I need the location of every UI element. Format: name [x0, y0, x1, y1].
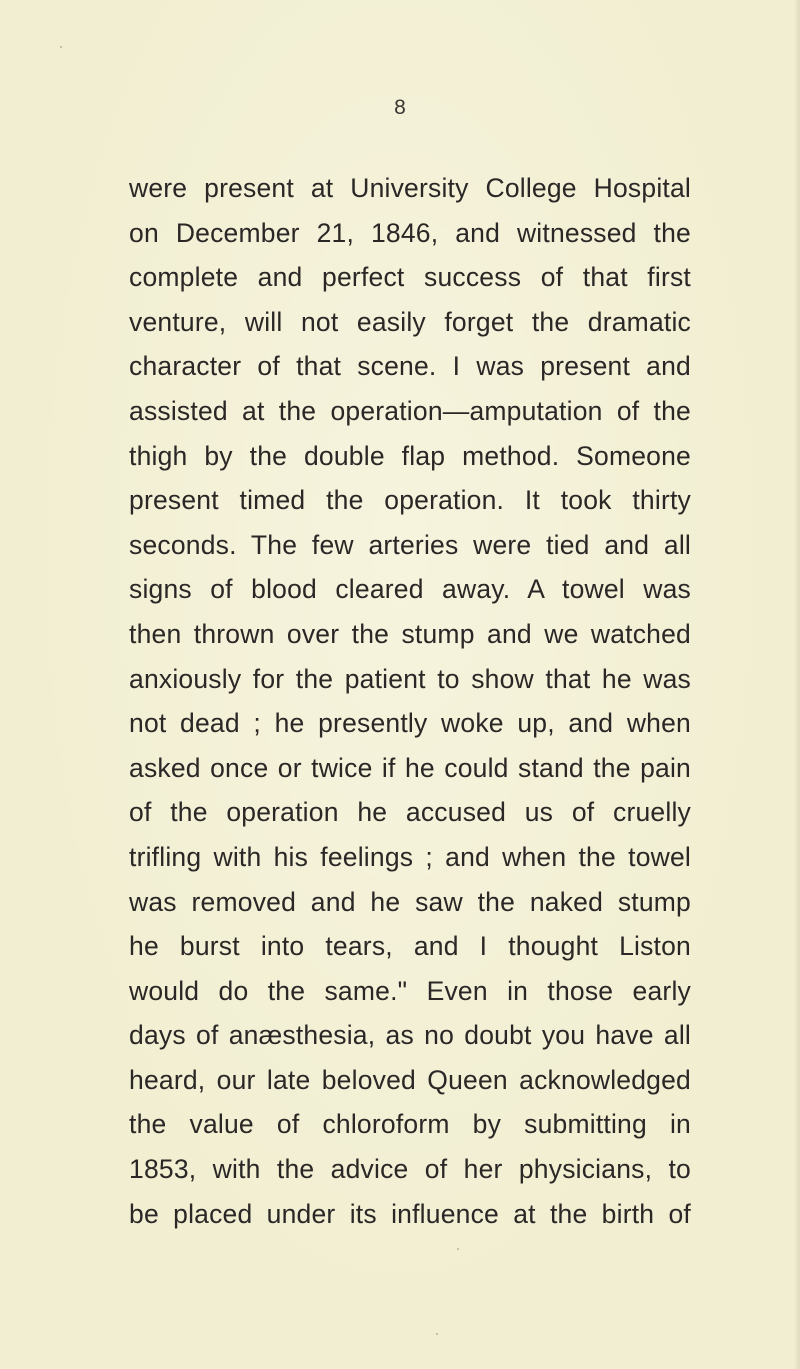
- text-line: venture, will not easily forget the dramatic: [129, 306, 691, 337]
- text-line: were present at University College Hospital: [129, 173, 691, 203]
- text-line: signs of blood cleared away. A towel was: [129, 574, 691, 605]
- text-line: thigh by the double flap method. Someone: [129, 440, 691, 471]
- text-line: character of that scene. I was present and: [129, 351, 691, 382]
- text-line: was removed and he saw the naked stump: [129, 886, 691, 917]
- text-line: of the operation he accused us of cruelly: [129, 797, 691, 828]
- text-line: present timed the operation. It took thirty: [129, 485, 691, 516]
- text-line: days of anæsthesia, as no doubt you have all: [129, 1020, 691, 1051]
- paper-speck: [436, 1333, 438, 1335]
- text-line: asked once or twice if he could stand the pain: [129, 752, 691, 783]
- page-edge-shadow: [794, 0, 800, 1369]
- paper-speck: [60, 46, 62, 48]
- text-line: anxiously for the patient to show that he was: [129, 663, 691, 694]
- text-line: trifling with his feelings ; and when the towel: [129, 841, 691, 872]
- text-line: on December 21, 1846, and witnessed the: [129, 217, 691, 248]
- text-line: would do the same." Even in those early: [129, 975, 691, 1006]
- text-line: then thrown over the stump and we watched: [129, 618, 691, 649]
- text-line: complete and perfect success of that first: [129, 262, 691, 293]
- text-line: seconds. The few arteries were tied and all: [129, 529, 691, 560]
- text-line: he burst into tears, and I thought Liston: [129, 931, 691, 962]
- text-line: heard, our late beloved Queen acknowledged: [129, 1064, 691, 1095]
- text-line: assisted at the operation—amputation of the: [129, 395, 691, 426]
- text-line: not dead ; he presently woke up, and when: [129, 708, 691, 739]
- text-line: be placed under its influence at the birth of: [129, 1198, 691, 1229]
- text-line: 1853, with the advice of her physicians, to: [129, 1154, 691, 1185]
- page-number: 8: [394, 96, 406, 119]
- paper-speck: [457, 1248, 459, 1250]
- body-paragraph: [129, 166, 691, 1236]
- text-line: the value of chloroform by submitting in: [129, 1109, 691, 1140]
